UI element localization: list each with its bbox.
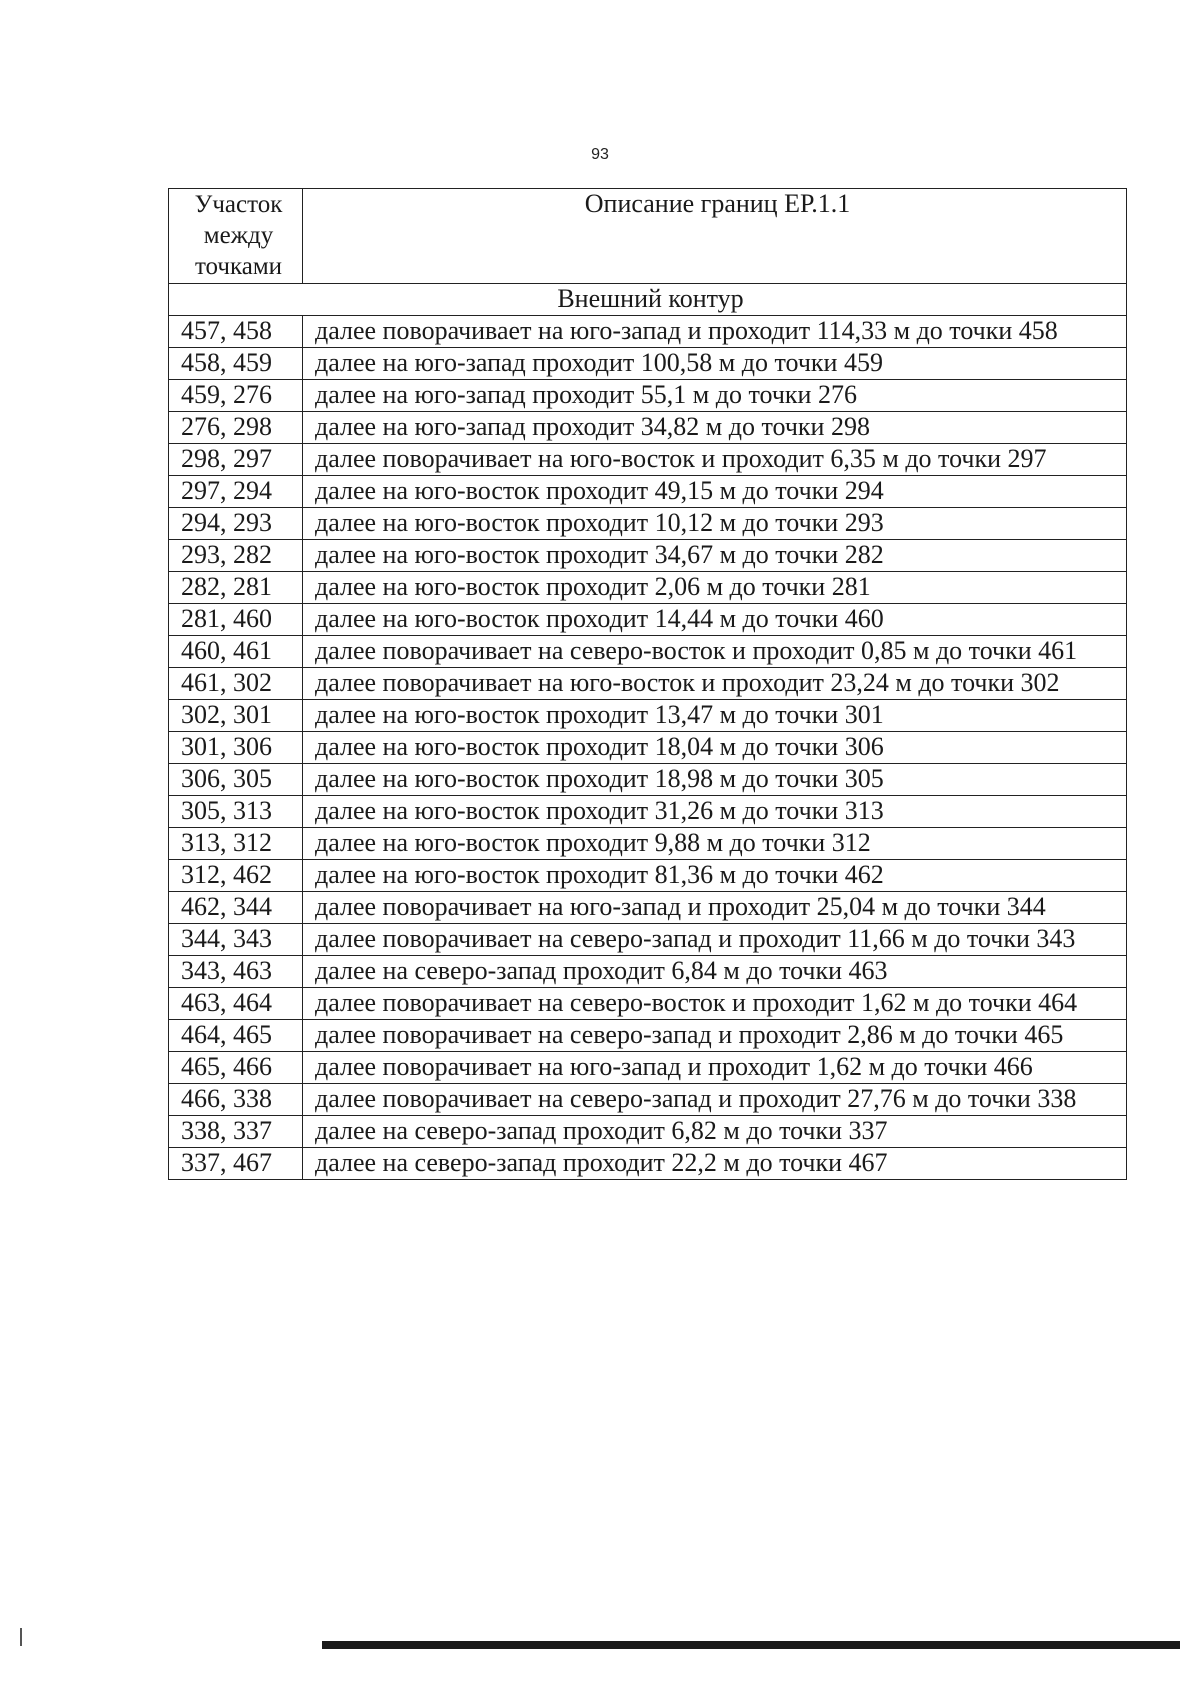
header-description: Описание границ ЕР.1.1	[303, 189, 1127, 284]
section-row	[169, 284, 1127, 316]
segment-points: 281, 460	[169, 604, 303, 636]
header-points: Участок между точками	[169, 189, 303, 284]
segment-description: далее поворачивает на северо-запад и проходит 27,76 м до точки 338	[303, 1084, 1127, 1116]
segment-description: далее поворачивает на юго-восток и проходит 23,24 м до точки 302	[303, 668, 1127, 700]
table-row	[169, 700, 1127, 732]
segment-description: далее на юго-восток проходит 13,47 м до точки 301	[303, 700, 1127, 732]
segment-points: 458, 459	[169, 348, 303, 380]
segment-points: 312, 462	[169, 860, 303, 892]
boundary-table	[168, 188, 1127, 1180]
segment-points: 337, 467	[169, 1148, 303, 1180]
table-row	[169, 1052, 1127, 1084]
segment-points: 294, 293	[169, 508, 303, 540]
table-row	[169, 348, 1127, 380]
segment-points: 313, 312	[169, 828, 303, 860]
page-number: 93	[591, 146, 609, 163]
table-row	[169, 508, 1127, 540]
segment-points: 302, 301	[169, 700, 303, 732]
table-row	[169, 988, 1127, 1020]
table-row	[169, 316, 1127, 348]
segment-points: 462, 344	[169, 892, 303, 924]
segment-description: далее на северо-запад проходит 22,2 м до точки 467	[303, 1148, 1127, 1180]
table-row	[169, 796, 1127, 828]
segment-description: далее поворачивает на северо-восток и проходит 0,85 м до точки 461	[303, 636, 1127, 668]
segment-points: 460, 461	[169, 636, 303, 668]
segment-points: 338, 337	[169, 1116, 303, 1148]
segment-description: далее на юго-восток проходит 34,67 м до точки 282	[303, 540, 1127, 572]
segment-description: далее на юго-восток проходит 18,98 м до точки 305	[303, 764, 1127, 796]
segment-points: 461, 302	[169, 668, 303, 700]
table-row	[169, 732, 1127, 764]
segment-points: 457, 458	[169, 316, 303, 348]
segment-description: далее на юго-запад проходит 55,1 м до точки 276	[303, 380, 1127, 412]
segment-description: далее на юго-восток проходит 49,15 м до точки 294	[303, 476, 1127, 508]
table-row	[169, 892, 1127, 924]
segment-description: далее на юго-восток проходит 9,88 м до точки 312	[303, 828, 1127, 860]
segment-points: 343, 463	[169, 956, 303, 988]
segment-description: далее поворачивает на юго-запад и проходит 114,33 м до точки 458	[303, 316, 1127, 348]
table-row	[169, 764, 1127, 796]
segment-description: далее на юго-восток проходит 81,36 м до точки 462	[303, 860, 1127, 892]
segment-description: далее на юго-запад проходит 100,58 м до точки 459	[303, 348, 1127, 380]
margin-mark	[20, 1628, 22, 1646]
segment-points: 297, 294	[169, 476, 303, 508]
segment-description: далее на юго-восток проходит 10,12 м до точки 293	[303, 508, 1127, 540]
table-row	[169, 924, 1127, 956]
segment-points: 282, 281	[169, 572, 303, 604]
segment-points: 459, 276	[169, 380, 303, 412]
table-row	[169, 540, 1127, 572]
table-row	[169, 1020, 1127, 1052]
segment-description: далее на юго-восток проходит 18,04 м до точки 306	[303, 732, 1127, 764]
table-row	[169, 860, 1127, 892]
segment-description: далее на северо-запад проходит 6,82 м до точки 337	[303, 1116, 1127, 1148]
bottom-rule	[322, 1641, 1180, 1649]
segment-description: далее на юго-восток проходит 31,26 м до точки 313	[303, 796, 1127, 828]
segment-description: далее поворачивает на северо-восток и проходит 1,62 м до точки 464	[303, 988, 1127, 1020]
segment-points: 293, 282	[169, 540, 303, 572]
table-row	[169, 444, 1127, 476]
table-row	[169, 828, 1127, 860]
table-row	[169, 1084, 1127, 1116]
segment-points: 276, 298	[169, 412, 303, 444]
table-row	[169, 956, 1127, 988]
segment-points: 464, 465	[169, 1020, 303, 1052]
segment-description: далее поворачивает на северо-запад и проходит 2,86 м до точки 465	[303, 1020, 1127, 1052]
segment-points: 298, 297	[169, 444, 303, 476]
segment-points: 466, 338	[169, 1084, 303, 1116]
segment-points: 463, 464	[169, 988, 303, 1020]
table-row	[169, 668, 1127, 700]
table-header-row	[169, 189, 1127, 284]
table-row	[169, 572, 1127, 604]
table-row	[169, 1116, 1127, 1148]
table-row	[169, 636, 1127, 668]
segment-points: 305, 313	[169, 796, 303, 828]
segment-description: далее поворачивает на юго-запад и проходит 25,04 м до точки 344	[303, 892, 1127, 924]
segment-points: 301, 306	[169, 732, 303, 764]
segment-description: далее поворачивает на северо-запад и проходит 11,66 м до точки 343	[303, 924, 1127, 956]
segment-description: далее поворачивает на юго-запад и проходит 1,62 м до точки 466	[303, 1052, 1127, 1084]
section-title: Внешний контур	[169, 284, 1127, 316]
table-row	[169, 380, 1127, 412]
table-row	[169, 476, 1127, 508]
segment-description: далее на северо-запад проходит 6,84 м до точки 463	[303, 956, 1127, 988]
table-row	[169, 1148, 1127, 1180]
segment-points: 344, 343	[169, 924, 303, 956]
segment-description: далее на юго-восток проходит 14,44 м до точки 460	[303, 604, 1127, 636]
table-row	[169, 604, 1127, 636]
table-row	[169, 412, 1127, 444]
segment-description: далее поворачивает на юго-восток и проходит 6,35 м до точки 297	[303, 444, 1127, 476]
segment-description: далее на юго-запад проходит 34,82 м до точки 298	[303, 412, 1127, 444]
segment-points: 306, 305	[169, 764, 303, 796]
segment-points: 465, 466	[169, 1052, 303, 1084]
segment-description: далее на юго-восток проходит 2,06 м до точки 281	[303, 572, 1127, 604]
